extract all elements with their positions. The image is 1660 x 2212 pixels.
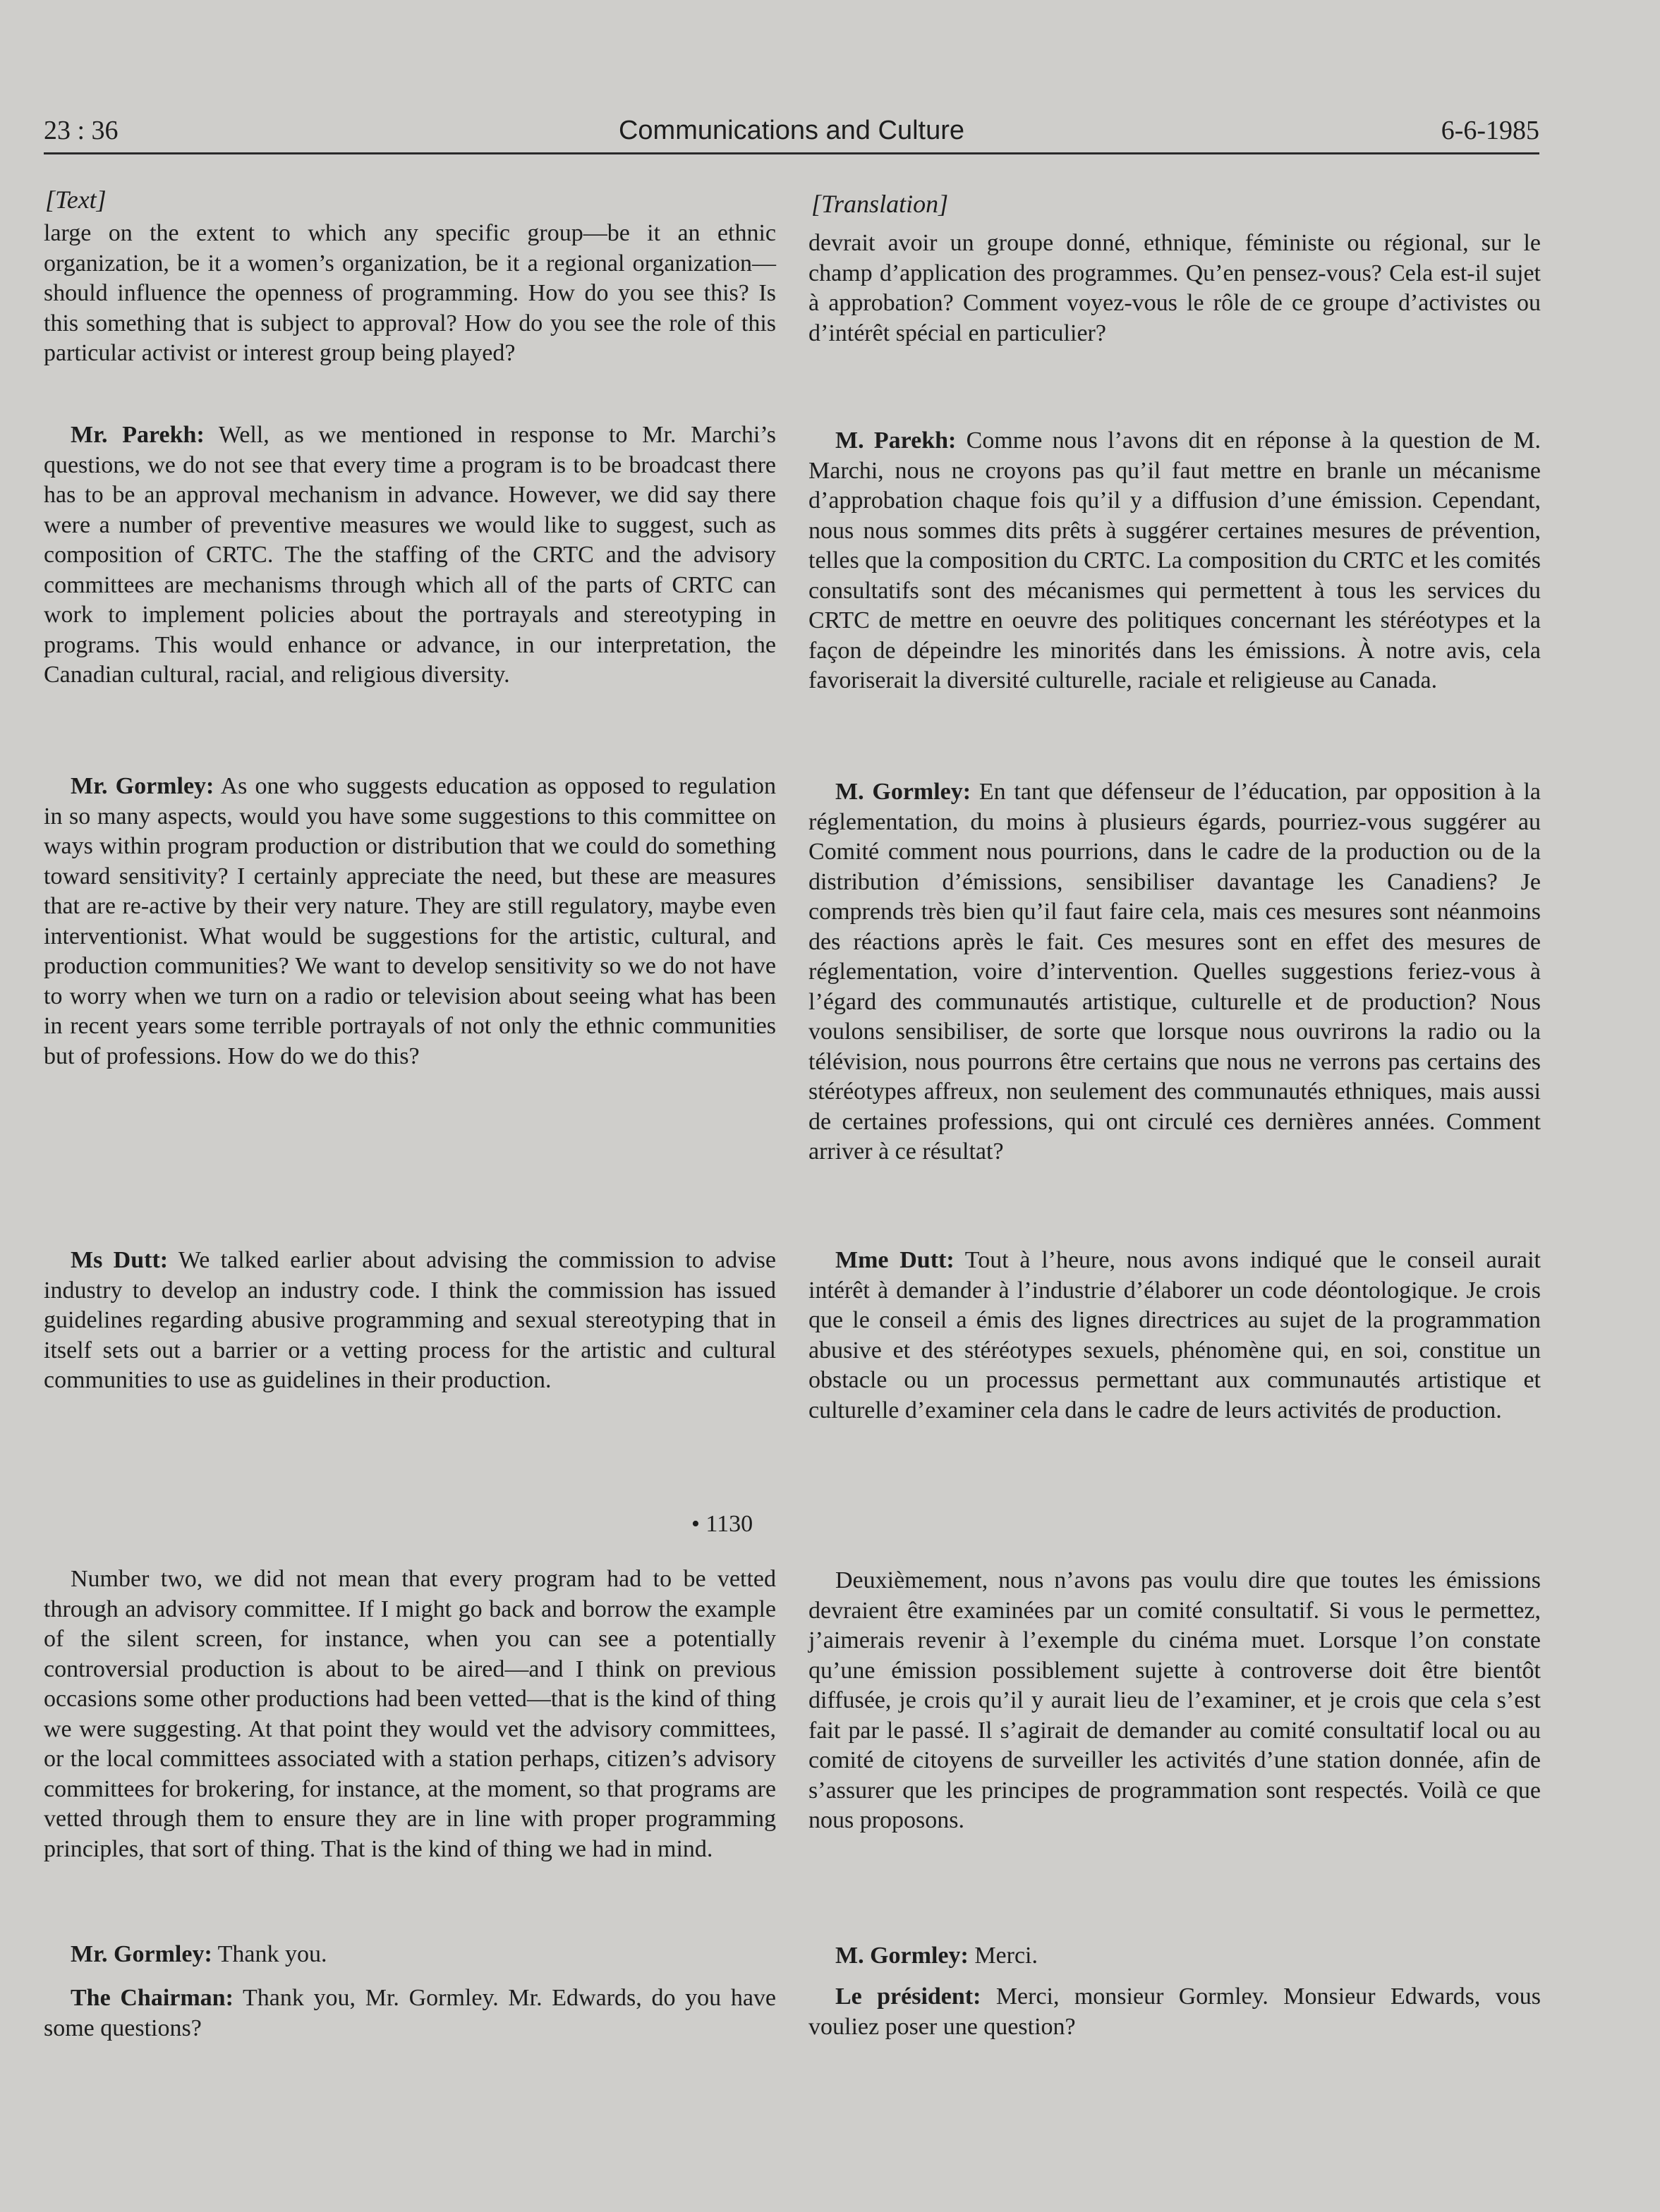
time-marker: • 1130 [691, 1511, 753, 1537]
header-rule [44, 152, 1539, 154]
left-block-4 [44, 1246, 776, 1396]
left-paragraph-7: The Chairman: Thank you, Mr. Gormley. Mr. Edwards, do you have some questions? [44, 1985, 776, 2041]
speaker-name: Le président: [835, 1983, 981, 2010]
right-block-7 [808, 1982, 1541, 2042]
left-column-label: [Text] [45, 186, 107, 214]
left-block-7 [44, 1983, 776, 2043]
left-block-1 [44, 219, 776, 369]
right-paragraph-4: Mme Dutt: Tout à l’heure, nous avons indiqué que le conseil aurait intérêt à demander à l’industrie d’élaborer un code déontologique. Je crois que le conseil a émis des lignes directrices au sujet de la programmation abusive et des stéréotypes sexuels, phénomène qui, en soi, constitue un obstacle ou un processus permettant aux communautés artistique et culturelle d’examiner cela dans le cadre de leurs activités de production. [808, 1247, 1541, 1423]
left-paragraph-1: large on the extent to which any specific group—be it an ethnic organization, be it a women’s organization, be it a regional organization—should influence the openness of programming. How do you see this? Is this something that is subject to approval? How do you see the role of this particular activist or interest group being played? [44, 220, 776, 366]
right-paragraph-3: M. Gormley: En tant que défenseur de l’éducation, par opposition à la réglementation, du moins à plusieurs égards, pourriez-vous suggérer au Comité comment nous pourrions, dans le cadre de la production ou de la distribution d’émissions, sensibiliser davantage les Canadiens? Je comprends très bien qu’il faut faire cela, mais ces mesures sont néanmoins des réactions après le fait. Ces mesures sont en effet des mesures de réglementation, voire d’intervention. Quelles suggestions feriez-vous à l’égard des communautés artistique, culturelle et de production? Nous voulons sensibiliser, de sorte que lorsque nous ouvrirons la radio ou la télévision, nous pourrons être certains que nous ne verrons pas certains des stéréotypes affreux, non seulement des communautés ethniques, mais aussi de certaines professions, qui ont circulé ces dernières années. Comment arriver à ce résultat? [808, 779, 1541, 1165]
page-date: 6-6-1985 [1441, 116, 1539, 145]
right-paragraph-2: M. Parekh: Comme nous l’avons dit en réponse à la question de M. Marchi, nous ne croyons pas qu’il faut mettre en branle un mécanisme d’approbation chaque fois qu’il y a diffusion d’une émission. Cependant, nous nous sommes dits prêts à suggérer certaines mesures de prévention, telles que la composition du CRTC. La composition du CRTC et les comités consultatifs sont des mécanismes qui permettent à tous les services du CRTC de mettre en oeuvre des politiques concernant les stéréotypes et la façon de dépeindre les minorités dans les émissions. À notre avis, cela favoriserait la diversité culturelle, raciale et religieuse au Canada. [808, 427, 1541, 693]
right-block-2 [808, 426, 1541, 696]
right-paragraph-1: devrait avoir un groupe donné, ethnique, féministe ou régional, sur le champ d’application des programmes. Qu’en pensez-vous? Cela est-il sujet à approbation? Comment voyez-vous le rôle de ce groupe d’activistes ou d’intérêt spécial en particulier? [808, 230, 1541, 346]
left-paragraph-5: Number two, we did not mean that every program had to be vetted through an advisory committee. If I might go back and borrow the example of the silent screen, for instance, when you can see a potentially controversial production is about to be aired—and I think on previous occasions some other productions had been vetted—that is the kind of thing we were suggesting. At that point they would vet the advisory committees, or the local committees associated with a station perhaps, citizen’s advisory committees for brokering, for instance, at the moment, so that programs are vetted through them to ensure they are in line with proper programming principles, that sort of thing. That is the kind of thing we had in mind. [44, 1566, 776, 1862]
running-title: Communications and Culture [618, 116, 964, 145]
right-block-5 [808, 1566, 1541, 1836]
speaker-name: Mr. Parekh: [71, 422, 205, 448]
speaker-name: M. Parekh: [835, 427, 957, 454]
speaker-name: Ms Dutt: [71, 1247, 169, 1273]
left-block-2 [44, 420, 776, 691]
right-paragraph-5: Deuxièmement, nous n’avons pas voulu dire que toutes les émissions devraient être examinées par un comité consultatif. Si vous le permettez, j’aimerais revenir à l’exemple du cinéma muet. Lorsque l’on constate qu’une émission possiblement sujette à controverse doit être bientôt diffusée, je crois qu’il y aurait lieu de l’examiner, et je crois que cela s’est fait par le passé. Il s’agirait de demander au comité consultatif local ou au comité de citoyens de surveiller les activités d’une station donnée, afin de s’assurer que les principes de programmation sont respectés. Voilà ce que nous proposons. [808, 1567, 1541, 1833]
left-block-5 [44, 1564, 776, 1864]
left-paragraph-6: Mr. Gormley: Thank you. [71, 1941, 327, 1967]
left-block-3 [44, 772, 776, 1071]
speaker-name: M. Gormley: [835, 779, 971, 805]
left-paragraph-4: Ms Dutt: We talked earlier about advising the commission to advise industry to develop an industry code. I think the commission has issued guidelines regarding abusive programming and sexual stereotyping that in itself sets out a barrier or a vetting process for the artistic and cultural communities to use as guidelines in their production. [44, 1247, 776, 1393]
right-paragraph-6: M. Gormley: Merci. [835, 1943, 1038, 1969]
left-paragraph-3: Mr. Gormley: As one who suggests education as opposed to regulation in so many aspects, would you have some suggestions to this committee on ways within program production or distribution that we could do something toward sensitivity? I certainly appreciate the need, but these are measures that are re-active by their very nature. They are still regulatory, maybe even interventionist. What would be suggestions for the artistic, cultural, and production communities? We want to develop sensitivity so we do not have to worry when we turn on a radio or television about seeing what has been in recent years some terrible portrayals of not only the ethnic communities but of professions. How do we do this? [44, 773, 777, 1069]
right-paragraph-7: Le président: Merci, monsieur Gormley. Monsieur Edwards, vous vouliez poser une question? [808, 1983, 1541, 2040]
speaker-name: M. Gormley: [835, 1943, 969, 1969]
left-paragraph-2: Mr. Parekh: Well, as we mentioned in response to Mr. Marchi’s questions, we do not see that every time a program is to be broadcast there has to be an approval mechanism in advance. However, we did say there were a number of preventive measures we would like to suggest, such as composition of CRTC. The the staffing of the CRTC and the advisory committees are mechanisms through which all of the parts of CRTC can work to implement policies about the portrayals and stereotyping in programs. This would enhance or advance, in our interpretation, the Canadian cultural, racial, and religious diversity. [44, 422, 776, 688]
page-header [44, 113, 1539, 155]
right-block-4 [808, 1246, 1541, 1426]
left-block-6 [44, 1940, 776, 1970]
right-block-6 [808, 1941, 1541, 1971]
speaker-name: The Chairman: [71, 1985, 234, 2011]
speaker-name: Mr. Gormley: [71, 1941, 212, 1967]
right-column-label: [Translation] [811, 190, 949, 218]
speaker-name: Mr. Gormley: [71, 773, 214, 799]
right-block-1 [808, 229, 1541, 348]
right-block-3 [808, 777, 1541, 1167]
page-number: 23 : 36 [44, 116, 119, 145]
speaker-name: Mme Dutt: [835, 1247, 955, 1273]
